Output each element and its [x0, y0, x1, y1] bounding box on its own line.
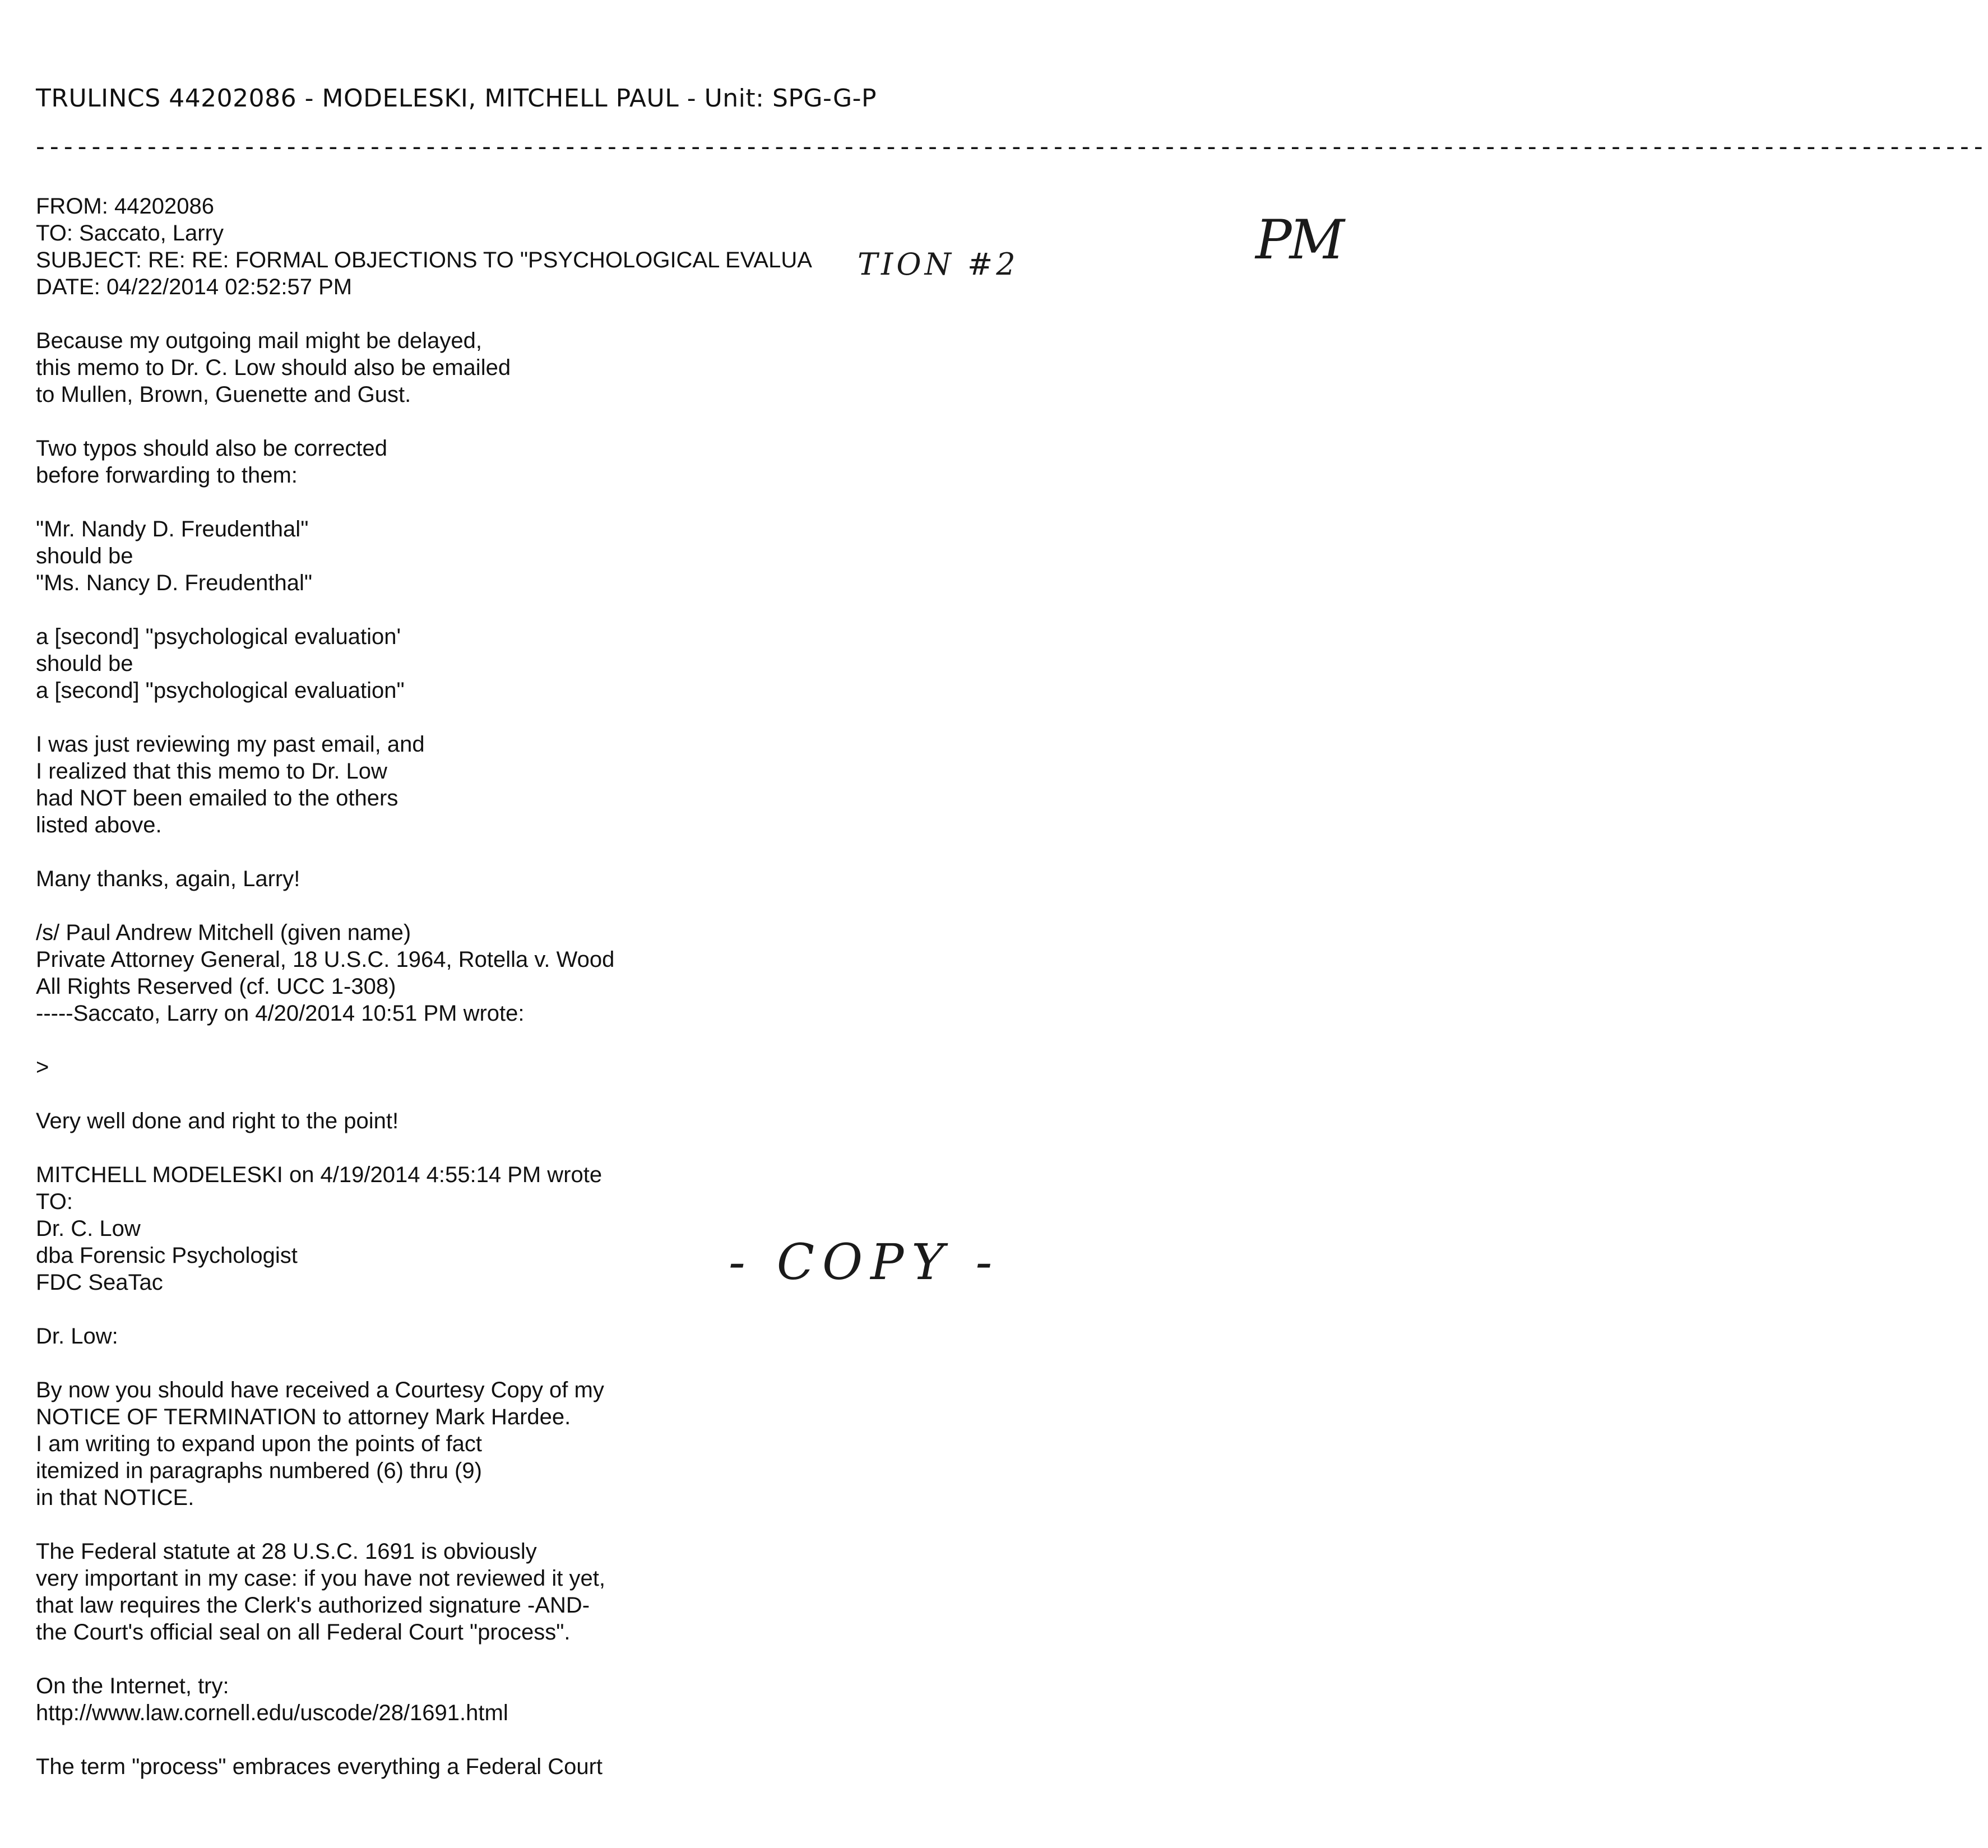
paragraph [36, 1673, 1157, 1726]
text-line: NOTICE OF TERMINATION to attorney Mark Hardee. [36, 1405, 571, 1429]
text-line: dba Forensic Psychologist [36, 1243, 298, 1268]
text-line: Many thanks, again, Larry! [36, 867, 300, 891]
paragraph [36, 623, 1157, 704]
paragraph [36, 731, 1157, 839]
text-line: All Rights Reserved (cf. UCC 1-308) [36, 974, 396, 999]
paragraph [36, 1054, 1157, 1081]
trulincs-header: TRULINCS 44202086 - MODELESKI, MITCHELL PAUL - Unit: SPG-G-P [36, 84, 877, 113]
text-line: I realized that this memo to Dr. Low [36, 759, 387, 784]
text-line: Dr. C. Low [36, 1216, 141, 1241]
to-line: TO: Saccato, Larry [36, 221, 224, 246]
handwritten-subject-completion: TION #2 [858, 247, 1019, 282]
message-body [36, 193, 1157, 1780]
text-line: Two typos should also be corrected [36, 436, 388, 461]
text-line: Because my outgoing mail might be delayed, [36, 328, 483, 353]
paragraph [36, 1377, 1157, 1511]
text-line: before forwarding to them: [36, 463, 298, 488]
text-line: should be [36, 544, 133, 568]
handwritten-initials: PM [1255, 209, 1342, 271]
text-line: I was just reviewing my past email, and [36, 732, 425, 757]
header-separator: -------------------------------------------------------------------------------------------------------------------------------------------- [36, 132, 1988, 161]
text-line: in that NOTICE. [36, 1485, 194, 1510]
text-line: > [36, 1055, 49, 1080]
paragraph [36, 516, 1157, 596]
text-line: a [second] "psychological evaluation" [36, 678, 405, 703]
from-line: FROM: 44202086 [36, 194, 214, 219]
date-line: DATE: 04/22/2014 02:52:57 PM [36, 275, 353, 299]
text-line: that law requires the Clerk's authorized signature -AND- [36, 1593, 590, 1618]
text-line: this memo to Dr. C. Low should also be emailed [36, 355, 511, 380]
text-line: MITCHELL MODELESKI on 4/19/2014 4:55:14 PM wrote [36, 1162, 603, 1187]
text-line: FDC SeaTac [36, 1270, 163, 1295]
text-line: itemized in paragraphs numbered (6) thru (9) [36, 1458, 482, 1483]
paragraph [36, 1538, 1157, 1646]
text-line: On the Internet, try: [36, 1674, 229, 1698]
text-line: should be [36, 651, 133, 676]
text-line: By now you should have received a Courtesy Copy of my [36, 1378, 604, 1402]
paragraph [36, 1108, 1157, 1134]
text-line: The Federal statute at 28 U.S.C. 1691 is obviously [36, 1539, 537, 1564]
text-line: Private Attorney General, 18 U.S.C. 1964, Rotella v. Wood [36, 947, 615, 972]
text-line: TO: [36, 1189, 73, 1214]
text-line: "Ms. Nancy D. Freudenthal" [36, 571, 313, 595]
paragraph [36, 865, 1157, 892]
quoted-reply-header: -----Saccato, Larry on 4/20/2014 10:51 PM wrote: [36, 1001, 525, 1026]
text-line: Dr. Low: [36, 1324, 118, 1349]
paragraph [36, 1323, 1157, 1350]
text-line: had NOT been emailed to the others [36, 786, 398, 810]
text-line: I am writing to expand upon the points of fact [36, 1432, 483, 1456]
paragraph [36, 435, 1157, 489]
text-line: to Mullen, Brown, Guenette and Gust. [36, 382, 411, 407]
paragraph [36, 1753, 1157, 1780]
subject-line: SUBJECT: RE: RE: FORMAL OBJECTIONS TO "PSYCHOLOGICAL EVALUA [36, 248, 812, 272]
text-line: "Mr. Nandy D. Freudenthal" [36, 517, 309, 541]
url-text: http://www.law.cornell.edu/uscode/28/1691.html [36, 1701, 508, 1725]
handwritten-copy-mark: - COPY - [729, 1233, 1000, 1291]
signature-block [36, 919, 1157, 1027]
text-line: listed above. [36, 813, 162, 837]
text-line: Very well done and right to the point! [36, 1109, 399, 1133]
text-line: The term "process" embraces everything a Federal Court [36, 1754, 603, 1779]
paragraph [36, 327, 1157, 408]
text-line: very important in my case: if you have not reviewed it yet, [36, 1566, 605, 1591]
text-line: the Court's official seal on all Federal Court "process". [36, 1620, 571, 1645]
text-line: /s/ Paul Andrew Mitchell (given name) [36, 920, 411, 945]
text-line: a [second] "psychological evaluation' [36, 624, 401, 649]
